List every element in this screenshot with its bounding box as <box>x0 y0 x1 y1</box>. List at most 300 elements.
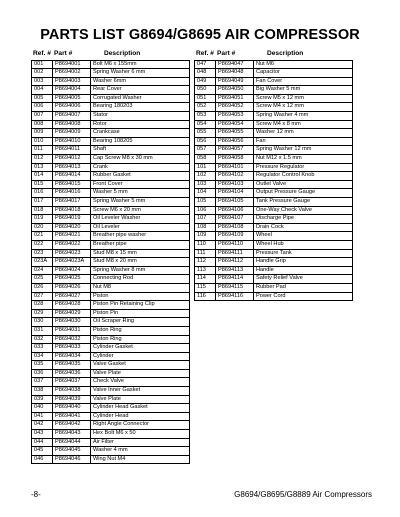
description-cell: Breather pipe washer <box>91 232 190 241</box>
ref-cell: 052 <box>195 103 216 112</box>
table-row <box>32 266 190 275</box>
table-row <box>195 103 353 112</box>
part-number-cell: P8694058 <box>216 155 254 164</box>
ref-cell: 032 <box>32 335 53 344</box>
table-row <box>195 86 353 95</box>
table-row <box>195 155 353 164</box>
table-row <box>32 352 190 361</box>
part-number-cell: P8694011 <box>53 146 91 155</box>
table-row <box>32 180 190 189</box>
ref-cell: 057 <box>195 146 216 155</box>
description-cell: Washer 6mm <box>91 77 190 86</box>
table-row <box>32 283 190 292</box>
description-cell: Screw M5 x 12 mm <box>254 94 353 103</box>
part-number-cell: P8694041 <box>53 412 91 421</box>
description-cell: Spring Washer 6 mm <box>91 69 190 78</box>
description-cell: Oil Leveler Washer <box>91 215 190 224</box>
page-number: -8- <box>31 490 41 499</box>
ref-cell: 022 <box>32 240 53 249</box>
description-cell: Valve Inner Gasket <box>91 387 190 396</box>
table-row <box>195 163 353 172</box>
table-row <box>32 206 190 215</box>
part-number-cell: P8694105 <box>216 198 254 207</box>
part-number-cell: P8694037 <box>53 378 91 387</box>
table-row <box>32 129 190 138</box>
description-cell: Valve Plate <box>91 395 190 404</box>
table-row <box>195 232 353 241</box>
table-row <box>32 344 190 353</box>
ref-cell: 049 <box>195 77 216 86</box>
part-number-cell: P8694019 <box>53 215 91 224</box>
table-row <box>195 137 353 146</box>
part-number-cell: P8694009 <box>53 129 91 138</box>
table-row <box>32 318 190 327</box>
description-cell: Fan Cover <box>254 77 353 86</box>
table-row <box>195 223 353 232</box>
table-row <box>195 206 353 215</box>
ref-cell: 111 <box>195 249 216 258</box>
ref-cell: 018 <box>32 206 53 215</box>
right-header-description: Description <box>267 50 304 57</box>
ref-cell: 012 <box>32 155 53 164</box>
part-number-cell: P8694054 <box>216 120 254 129</box>
table-row <box>195 249 353 258</box>
table-row <box>195 112 353 121</box>
part-number-cell: P8694028 <box>53 301 91 310</box>
part-number-cell: P8694002 <box>53 69 91 78</box>
ref-cell: 023A <box>32 258 53 267</box>
part-number-cell: P8694017 <box>53 198 91 207</box>
ref-cell: 107 <box>195 215 216 224</box>
description-cell: Bearing 108205 <box>91 137 190 146</box>
description-cell: Piston Pin <box>91 309 190 318</box>
ref-cell: 026 <box>32 283 53 292</box>
ref-cell: 021 <box>32 232 53 241</box>
description-cell: Valve Plate <box>91 369 190 378</box>
table-row <box>32 112 190 121</box>
ref-cell: 104 <box>195 189 216 198</box>
part-number-cell: P8694112 <box>216 258 254 267</box>
part-number-cell: P8694026 <box>53 283 91 292</box>
part-number-cell: P8694050 <box>216 86 254 95</box>
description-cell: Big Washer 5 mm <box>254 86 353 95</box>
ref-cell: 038 <box>32 387 53 396</box>
description-cell: Discharge Pipe <box>254 215 353 224</box>
ref-cell: 009 <box>32 129 53 138</box>
part-number-cell: P8694035 <box>53 361 91 370</box>
description-cell: Hex Bolt M6 x 50 <box>91 430 190 439</box>
ref-cell: 053 <box>195 112 216 121</box>
ref-cell: 035 <box>32 361 53 370</box>
description-cell: Washer 5 mm <box>91 189 190 198</box>
table-row <box>32 421 190 430</box>
table-row <box>195 275 353 284</box>
table-row <box>195 215 353 224</box>
table-row <box>32 198 190 207</box>
part-number-cell: P8694001 <box>53 60 91 69</box>
description-cell: Washer 12 mm <box>254 129 353 138</box>
description-cell: Nut M8 <box>91 283 190 292</box>
table-row <box>32 275 190 284</box>
table-row <box>195 94 353 103</box>
part-number-cell: P8694053 <box>216 112 254 121</box>
description-cell: Front Cover <box>91 180 190 189</box>
ref-cell: 023 <box>32 249 53 258</box>
table-row <box>32 120 190 129</box>
ref-cell: 010 <box>32 137 53 146</box>
part-number-cell: P8694111 <box>216 249 254 258</box>
table-row <box>32 232 190 241</box>
table-row <box>195 240 353 249</box>
ref-cell: 046 <box>32 455 53 464</box>
description-cell: Nut M12 x 1.5 mm <box>254 155 353 164</box>
table-row <box>32 172 190 181</box>
table-row <box>32 395 190 404</box>
part-number-cell: P8694027 <box>53 292 91 301</box>
table-row <box>195 283 353 292</box>
part-number-cell: P8694101 <box>216 163 254 172</box>
table-row <box>32 361 190 370</box>
ref-cell: 105 <box>195 198 216 207</box>
table-row <box>32 292 190 301</box>
description-cell: Drain Cock <box>254 223 353 232</box>
table-row <box>195 69 353 78</box>
description-cell: Piston <box>91 292 190 301</box>
description-cell: Check Valve <box>91 378 190 387</box>
ref-cell: 011 <box>32 146 53 155</box>
description-cell: Screw M4 x 8 mm <box>254 120 353 129</box>
description-cell: Wheel Hub <box>254 240 353 249</box>
table-row <box>32 369 190 378</box>
ref-cell: 005 <box>32 94 53 103</box>
part-number-cell: P8694049 <box>216 77 254 86</box>
ref-cell: 002 <box>32 69 53 78</box>
description-cell: Screw M4 x 12 mm <box>254 103 353 112</box>
ref-cell: 043 <box>32 430 53 439</box>
part-number-cell: P8694020 <box>53 223 91 232</box>
ref-cell: 037 <box>32 378 53 387</box>
part-number-cell: P8694056 <box>216 137 254 146</box>
part-number-cell: P8694114 <box>216 275 254 284</box>
description-cell: Rear Cover <box>91 86 190 95</box>
part-number-cell: P8694042 <box>53 421 91 430</box>
description-cell: Cylinder Head <box>91 412 190 421</box>
table-row <box>32 223 190 232</box>
part-number-cell: P8694045 <box>53 447 91 456</box>
part-number-cell: P8694013 <box>53 163 91 172</box>
part-number-cell: P8694022 <box>53 240 91 249</box>
ref-cell: 113 <box>195 266 216 275</box>
part-number-cell: P8694034 <box>53 352 91 361</box>
table-row <box>32 69 190 78</box>
ref-cell: 103 <box>195 180 216 189</box>
description-cell: Spring Washer 12 mm <box>254 146 353 155</box>
ref-cell: 102 <box>195 172 216 181</box>
part-number-cell: P8694109 <box>216 232 254 241</box>
description-cell: Cylinder Head Gasket <box>91 404 190 413</box>
part-number-cell: P8694023A <box>53 258 91 267</box>
part-number-cell: P8694110 <box>216 240 254 249</box>
table-row <box>32 155 190 164</box>
part-number-cell: P8694051 <box>216 94 254 103</box>
description-cell: One-Way Check Valve <box>254 206 353 215</box>
description-cell: Connecting Rod <box>91 275 190 284</box>
table-row <box>195 77 353 86</box>
table-row <box>32 77 190 86</box>
ref-cell: 109 <box>195 232 216 241</box>
table-row <box>195 146 353 155</box>
ref-cell: 003 <box>32 77 53 86</box>
ref-cell: 110 <box>195 240 216 249</box>
table-row <box>195 189 353 198</box>
ref-cell: 106 <box>195 206 216 215</box>
table-row <box>32 94 190 103</box>
description-cell: Output Pressure Gauge <box>254 189 353 198</box>
part-number-cell: P8694025 <box>53 275 91 284</box>
page-title: PARTS LIST G8694/G8695 AIR COMPRESSOR <box>40 27 360 43</box>
ref-cell: 033 <box>32 344 53 353</box>
description-cell: Pressure Tank <box>254 249 353 258</box>
part-number-cell: P8694115 <box>216 283 254 292</box>
description-cell: Oil Scraper Ring <box>91 318 190 327</box>
table-row <box>32 447 190 456</box>
table-row <box>32 60 190 69</box>
ref-cell: 036 <box>32 369 53 378</box>
right-header-ref: Ref. # <box>196 50 214 57</box>
ref-cell: 051 <box>195 94 216 103</box>
table-row <box>32 301 190 310</box>
part-number-cell: P8694048 <box>216 69 254 78</box>
table-row <box>195 172 353 181</box>
ref-cell: 055 <box>195 129 216 138</box>
ref-cell: 031 <box>32 326 53 335</box>
table-row <box>195 292 353 301</box>
table-row <box>32 378 190 387</box>
part-number-cell: P8694016 <box>53 189 91 198</box>
part-number-cell: P8694031 <box>53 326 91 335</box>
part-number-cell: P8694032 <box>53 335 91 344</box>
table-row <box>32 240 190 249</box>
table-row <box>195 258 353 267</box>
part-number-cell: P8694024 <box>53 266 91 275</box>
description-cell: Stud M8 x 20 mm <box>91 258 190 267</box>
ref-cell: 112 <box>195 258 216 267</box>
part-number-cell: P8694012 <box>53 155 91 164</box>
ref-cell: 050 <box>195 86 216 95</box>
description-cell: Power Cord <box>254 292 353 301</box>
ref-cell: 056 <box>195 137 216 146</box>
table-row <box>32 455 190 464</box>
part-number-cell: P8694046 <box>53 455 91 464</box>
part-number-cell: P8694116 <box>216 292 254 301</box>
part-number-cell: P8694108 <box>216 223 254 232</box>
description-cell: Spring Washer 4 mm <box>254 112 353 121</box>
ref-cell: 058 <box>195 155 216 164</box>
part-number-cell: P8694038 <box>53 387 91 396</box>
description-cell: Stator <box>91 112 190 121</box>
description-cell: Valve Gasket <box>91 361 190 370</box>
description-cell: Tank Pressure Gauge <box>254 198 353 207</box>
description-cell: Spring Washer 8 mm <box>91 266 190 275</box>
description-cell: Air Filter <box>91 438 190 447</box>
table-row <box>32 137 190 146</box>
table-row <box>32 249 190 258</box>
description-cell: Piston Ring <box>91 326 190 335</box>
ref-cell: 024 <box>32 266 53 275</box>
right-header-part: Part # <box>217 50 236 57</box>
table-row <box>195 60 353 69</box>
ref-cell: 039 <box>32 395 53 404</box>
description-cell: Regulator Control Knob <box>254 172 353 181</box>
part-number-cell: P8694057 <box>216 146 254 155</box>
ref-cell: 054 <box>195 120 216 129</box>
part-number-cell: P8694008 <box>53 120 91 129</box>
part-number-cell: P8694033 <box>53 344 91 353</box>
ref-cell: 019 <box>32 215 53 224</box>
part-number-cell: P8694036 <box>53 369 91 378</box>
ref-cell: 034 <box>32 352 53 361</box>
parts-table-right <box>194 60 353 302</box>
parts-table-left <box>31 60 190 465</box>
part-number-cell: P8694102 <box>216 172 254 181</box>
table-row <box>32 404 190 413</box>
ref-cell: 029 <box>32 309 53 318</box>
description-cell: Rubber Gasket <box>91 172 190 181</box>
ref-cell: 020 <box>32 223 53 232</box>
table-row <box>195 266 353 275</box>
description-cell: Stud M8 x 15 mm <box>91 249 190 258</box>
description-cell: Screw M6 x 20 mm <box>91 206 190 215</box>
part-number-cell: P8694043 <box>53 430 91 439</box>
table-row <box>32 412 190 421</box>
part-number-cell: P8694023 <box>53 249 91 258</box>
part-number-cell: P8694040 <box>53 404 91 413</box>
table-row <box>32 309 190 318</box>
description-cell: Oil Leveler <box>91 223 190 232</box>
ref-cell: 108 <box>195 223 216 232</box>
table-row <box>32 438 190 447</box>
ref-cell: 042 <box>32 421 53 430</box>
table-row <box>32 430 190 439</box>
part-number-cell: P8694055 <box>216 129 254 138</box>
part-number-cell: P8694047 <box>216 60 254 69</box>
table-row <box>32 86 190 95</box>
description-cell: Handle <box>254 266 353 275</box>
description-cell: Wheel <box>254 232 353 241</box>
ref-cell: 004 <box>32 86 53 95</box>
description-cell: Piston Pin Retaining Clip <box>91 301 190 310</box>
part-number-cell: P8694039 <box>53 395 91 404</box>
table-row <box>32 258 190 267</box>
ref-cell: 044 <box>32 438 53 447</box>
part-number-cell: P8694103 <box>216 180 254 189</box>
part-number-cell: P8694018 <box>53 206 91 215</box>
ref-cell: 006 <box>32 103 53 112</box>
ref-cell: 027 <box>32 292 53 301</box>
table-row <box>32 387 190 396</box>
description-cell: Cylinder <box>91 352 190 361</box>
description-cell: Outlet Valve <box>254 180 353 189</box>
description-cell: Right Angle Connector <box>91 421 190 430</box>
ref-cell: 017 <box>32 198 53 207</box>
ref-cell: 114 <box>195 275 216 284</box>
part-number-cell: P8694104 <box>216 189 254 198</box>
table-row <box>32 215 190 224</box>
table-row <box>32 103 190 112</box>
ref-cell: 007 <box>32 112 53 121</box>
description-cell: Crank <box>91 163 190 172</box>
ref-cell: 001 <box>32 60 53 69</box>
ref-cell: 025 <box>32 275 53 284</box>
description-cell: Bearing 180203 <box>91 103 190 112</box>
ref-cell: 040 <box>32 404 53 413</box>
part-number-cell: P8694005 <box>53 94 91 103</box>
table-row <box>195 129 353 138</box>
table-row <box>32 146 190 155</box>
description-cell: Corrugated Washer <box>91 94 190 103</box>
ref-cell: 008 <box>32 120 53 129</box>
part-number-cell: P8694029 <box>53 309 91 318</box>
description-cell: Handle Grip <box>254 258 353 267</box>
description-cell: Pressure Regulator <box>254 163 353 172</box>
ref-cell: 101 <box>195 163 216 172</box>
description-cell: Piston Ring <box>91 335 190 344</box>
ref-cell: 015 <box>32 180 53 189</box>
description-cell: Breather pipe <box>91 240 190 249</box>
part-number-cell: P8694006 <box>53 103 91 112</box>
part-number-cell: P8694015 <box>53 180 91 189</box>
left-header-description: Description <box>104 50 141 57</box>
footer-title: G8694/G8695/G8889 Air Compressors <box>234 490 372 499</box>
description-cell: Cylinder Gasket <box>91 344 190 353</box>
description-cell: Shaft <box>91 146 190 155</box>
description-cell: Fan <box>254 137 353 146</box>
description-cell: Spring Washer 5 mm <box>91 198 190 207</box>
left-header-ref: Ref. # <box>33 50 51 57</box>
ref-cell: 116 <box>195 292 216 301</box>
ref-cell: 041 <box>32 412 53 421</box>
description-cell: Capacitor <box>254 69 353 78</box>
part-number-cell: P8694107 <box>216 215 254 224</box>
table-row <box>32 189 190 198</box>
ref-cell: 047 <box>195 60 216 69</box>
description-cell: Cap Screw M8 x 30 mm <box>91 155 190 164</box>
ref-cell: 048 <box>195 69 216 78</box>
part-number-cell: P8694003 <box>53 77 91 86</box>
part-number-cell: P8694052 <box>216 103 254 112</box>
table-row <box>32 335 190 344</box>
part-number-cell: P8694007 <box>53 112 91 121</box>
part-number-cell: P8694106 <box>216 206 254 215</box>
description-cell: Bolt M6 x 155mm <box>91 60 190 69</box>
part-number-cell: P8694030 <box>53 318 91 327</box>
ref-cell: 014 <box>32 172 53 181</box>
part-number-cell: P8694113 <box>216 266 254 275</box>
table-row <box>195 120 353 129</box>
part-number-cell: P8694010 <box>53 137 91 146</box>
ref-cell: 016 <box>32 189 53 198</box>
table-row <box>195 180 353 189</box>
description-cell: Crankcase <box>91 129 190 138</box>
left-header-part: Part # <box>54 50 73 57</box>
ref-cell: 030 <box>32 318 53 327</box>
part-number-cell: P8694044 <box>53 438 91 447</box>
description-cell: Rubber Pad <box>254 283 353 292</box>
description-cell: Nut M6 <box>254 60 353 69</box>
part-number-cell: P8694004 <box>53 86 91 95</box>
description-cell: Safety Relief Valve <box>254 275 353 284</box>
description-cell: Rotor <box>91 120 190 129</box>
